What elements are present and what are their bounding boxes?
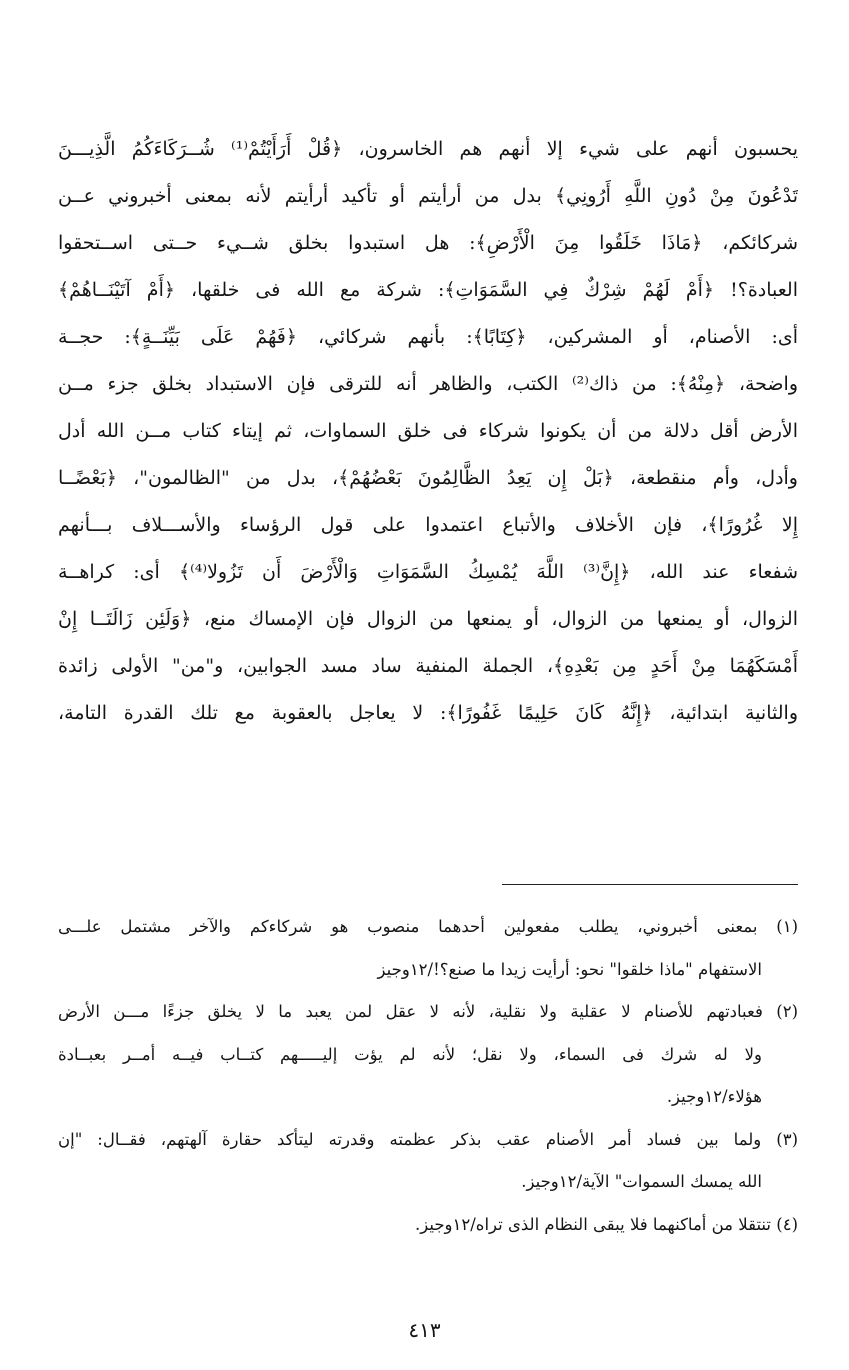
footnotes-block: [58, 906, 798, 1246]
footnote-line: (١) بمعنى أخبروني، يطلب مفعولين أحدهما منصوب هو شركاءكم والآخر مشتمل علـــى: [58, 917, 798, 936]
footnote-line: (٤) تنتقلا من أماكنهما فلا يبقى النظام الذى تراه/١٢وجيز.: [415, 1214, 798, 1234]
footnote-line: (٣) ولما بين فساد أمر الأصنام عقب بذكر عظمته وقدرته ليتأكد حقارة آلهتهم، فقــال: "إن: [58, 1129, 798, 1149]
footnote-line: هؤلاء/١٢وجيز.: [666, 1087, 762, 1106]
footnote-line: (٢) فعبادتهم للأصنام لا عقلية ولا نقلية، لأنه لا عقل لمن يعبد ما لا يخلق جزءًا مـــن الأرض: [58, 1002, 798, 1021]
text-line: أَمْسَكَهُمَا مِنْ أَحَدٍ مِن بَعْدِهِ﴾، الجملة المنفية ساد مسد الجوابين، و"من" الأولى زائدة: [58, 655, 798, 677]
footnote-line: الله يمسك السموات" الآية/١٢وجيز.: [521, 1172, 762, 1191]
footnote-line: ولا له شرك فى السماء، ولا نقل؛ لأنه لم يؤت إليـــــهم كتــاب فيــه أمــر بعبــادة: [58, 1044, 762, 1064]
page-number: ٤١٣: [408, 1318, 441, 1342]
text-line: الأرض أقل دلالة من أن يكونوا شركاء فى خلق السماوات، ثم إيتاء كتاب مــن الله أدل: [58, 420, 798, 442]
text-line: واضحة، ﴿مِنْهُ﴾: من ذاك⁽²⁾ الكتب، والظاهر أنه للترقى فإن الاستبداد بخلق جزء مــن: [58, 373, 798, 395]
text-line: والثانية ابتدائية، ﴿إِنَّهُ كَانَ حَلِيمًا غَفُورًا﴾: لا يعاجل بالعقوبة مع تلك القدرة التامة،: [58, 702, 798, 724]
text-line: وأدل، وأم منقطعة، ﴿بَلْ إِن يَعِدُ الظَّالِمُونَ بَعْضُهُمْ﴾، بدل من "الظالمون"، ﴿بَعْضًــا: [58, 467, 798, 489]
text-line: شفعاء عند الله، ﴿إِنَّ⁽³⁾ اللَّهَ يُمْسِكُ السَّمَوَاتِ وَالْأَرْضَ أَن تَزُولا⁽⁴⁾﴾ أى: كراهــة: [58, 561, 798, 583]
text-line: يحسبون أنهم على شيء إلا أنهم هم الخاسرون، ﴿قُلْ أَرَأَيْتُمْ⁽¹⁾ شُــرَكَاءَكُمُ الَّذِيـــنَ: [58, 138, 798, 160]
footnote-line: الاستفهام "ماذا خلقوا" نحو: أرأيت زيدا ما صنع؟!/١٢وجيز: [377, 959, 762, 979]
text-line: تَدْعُونَ مِنْ دُونِ اللَّهِ أَرُونِي﴾ بدل من أرأيتم أو تأكيد أرأيتم لأنه بمعنى أخبروني عــن: [58, 185, 798, 207]
text-line: العبادة؟! ﴿أَمْ لَهُمْ شِرْكٌ فِي السَّمَوَاتِ﴾: شركة مع الله فى خلقها، ﴿أَمْ آتَيْنَــاهُمْ﴾: [58, 279, 798, 301]
main-text-block: [58, 126, 798, 737]
footnote-divider: [502, 884, 798, 885]
text-line: إِلا غُرُورًا﴾، فإن الأخلاف والأتباع اعتمدوا على قول الرؤساء والأســـلاف بـــأنهم: [58, 514, 798, 536]
text-line: الزوال، أو يمنعها من الزوال، أو يمنعها من الزوال فإن الإمساك منع، ﴿وَلَئِن زَالَتَــا إِنْ: [58, 608, 798, 630]
text-line: شركائكم، ﴿مَاذَا خَلَقُوا مِنَ الْأَرْضِ﴾: هل استبدوا بخلق شــيء حــتى اســتحقوا: [58, 232, 798, 254]
text-line: أى: الأصنام، أو المشركين، ﴿كِتَابًا﴾: بأنهم شركائي، ﴿فَهُمْ عَلَى بَيِّنَــةٍ﴾: حجــة: [58, 326, 798, 348]
